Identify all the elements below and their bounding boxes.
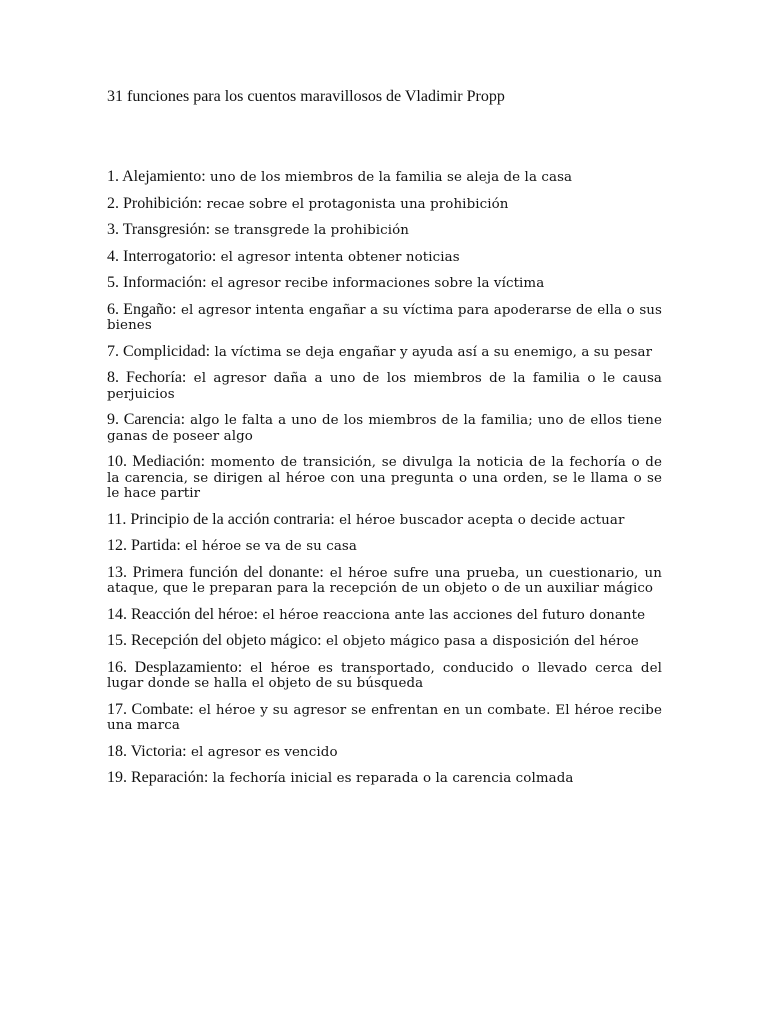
list-item <box>107 302 662 334</box>
function-description: el agresor recibe informaciones sobre la víctima <box>206 276 545 291</box>
function-term: 18. Victoria: <box>107 742 187 760</box>
list-item <box>107 702 662 734</box>
function-description: la víctima se deja engañar y ayuda así a su enemigo, a su pesar <box>210 344 653 360</box>
list-item <box>107 275 662 292</box>
function-description: el héroe es transportado, conducido o llevado cerca del lugar donde se halla el objeto de su búsqueda <box>107 660 662 691</box>
function-description: el agresor intenta obtener noticias <box>216 249 460 265</box>
function-term: 3. Transgresión: <box>107 221 211 238</box>
document-title: 31 funciones para los cuentos maravillosos de Vladimir Propp <box>107 88 505 105</box>
functions-list <box>107 169 662 797</box>
function-term: 16. Desplazamiento: <box>107 658 243 676</box>
function-description: el héroe y su agresor se enfrentan en un combate. El héroe recibe una marca <box>107 702 662 733</box>
function-description: se transgrede la prohibición <box>210 223 410 238</box>
list-item <box>107 412 662 444</box>
list-item <box>107 538 662 555</box>
list-item <box>107 607 662 624</box>
function-description: el héroe sufre una prueba, un cuestionario, un ataque, que le preparan para la recepción de un objeto o de un auxiliar mágico <box>107 565 662 596</box>
function-term: 15. Recepción del objeto mágico: <box>107 632 322 649</box>
function-description: recae sobre el protagonista una prohibición <box>202 196 509 212</box>
function-term: 11. Principio de la acción contraria: <box>107 510 335 528</box>
list-item <box>107 169 662 186</box>
list-item <box>107 196 662 213</box>
function-term: 6. Engaño: <box>107 300 177 318</box>
function-description: algo le falta a uno de los miembros de la familia; uno de ellos tiene ganas de poseer algo <box>107 413 663 444</box>
function-term: 1. Alejamiento: <box>107 168 206 185</box>
list-item <box>107 249 662 266</box>
function-term: 4. Interrogatorio: <box>107 247 217 265</box>
list-item <box>107 770 662 787</box>
list-item <box>107 222 662 239</box>
function-term: 2. Prohibición: <box>107 194 203 212</box>
function-term: 9. Carencia: <box>107 411 186 428</box>
function-term: 10. Mediación: <box>107 453 206 470</box>
function-term: 7. Complicidad: <box>107 342 211 360</box>
list-item <box>107 344 662 361</box>
function-term: 14. Reacción del héroe: <box>107 605 259 623</box>
list-item <box>107 660 662 692</box>
function-term: 19. Reparación: <box>107 769 209 786</box>
function-term: 12. Partida: <box>107 537 181 554</box>
list-item <box>107 633 662 650</box>
list-item <box>107 454 662 502</box>
function-term: 13. Primera función del donante: <box>107 563 324 581</box>
function-description: el héroe se va de su casa <box>180 539 357 554</box>
function-description: momento de transición, se divulga la noticia de la fechoría o de la carencia, se dirigen al héroe con una pregunta o una orden, se le llama o se le hace partir <box>107 455 663 501</box>
function-description: el agresor intenta engañar a su víctima para apoderarse de ella o sus bienes <box>107 302 662 333</box>
list-item <box>107 744 662 761</box>
list-item <box>107 512 662 529</box>
function-description: el héroe buscador acepta o decide actuar <box>334 512 625 528</box>
function-term: 17. Combate: <box>107 700 194 718</box>
function-description: el héroe reacciona ante las acciones del futuro donante <box>258 607 646 623</box>
function-description: el agresor es vencido <box>186 744 338 760</box>
function-term: 5. Información: <box>107 274 207 291</box>
function-description: uno de los miembros de la familia se aleja de la casa <box>205 170 573 185</box>
function-description: el agresor daña a uno de los miembros de la familia o le causa perjuicios <box>107 371 662 402</box>
list-item <box>107 565 662 597</box>
function-description: el objeto mágico pasa a disposición del héroe <box>321 634 639 649</box>
function-term: 8. Fechoría: <box>107 369 187 386</box>
list-item <box>107 370 662 402</box>
function-description: la fechoría inicial es reparada o la carencia colmada <box>208 771 574 786</box>
